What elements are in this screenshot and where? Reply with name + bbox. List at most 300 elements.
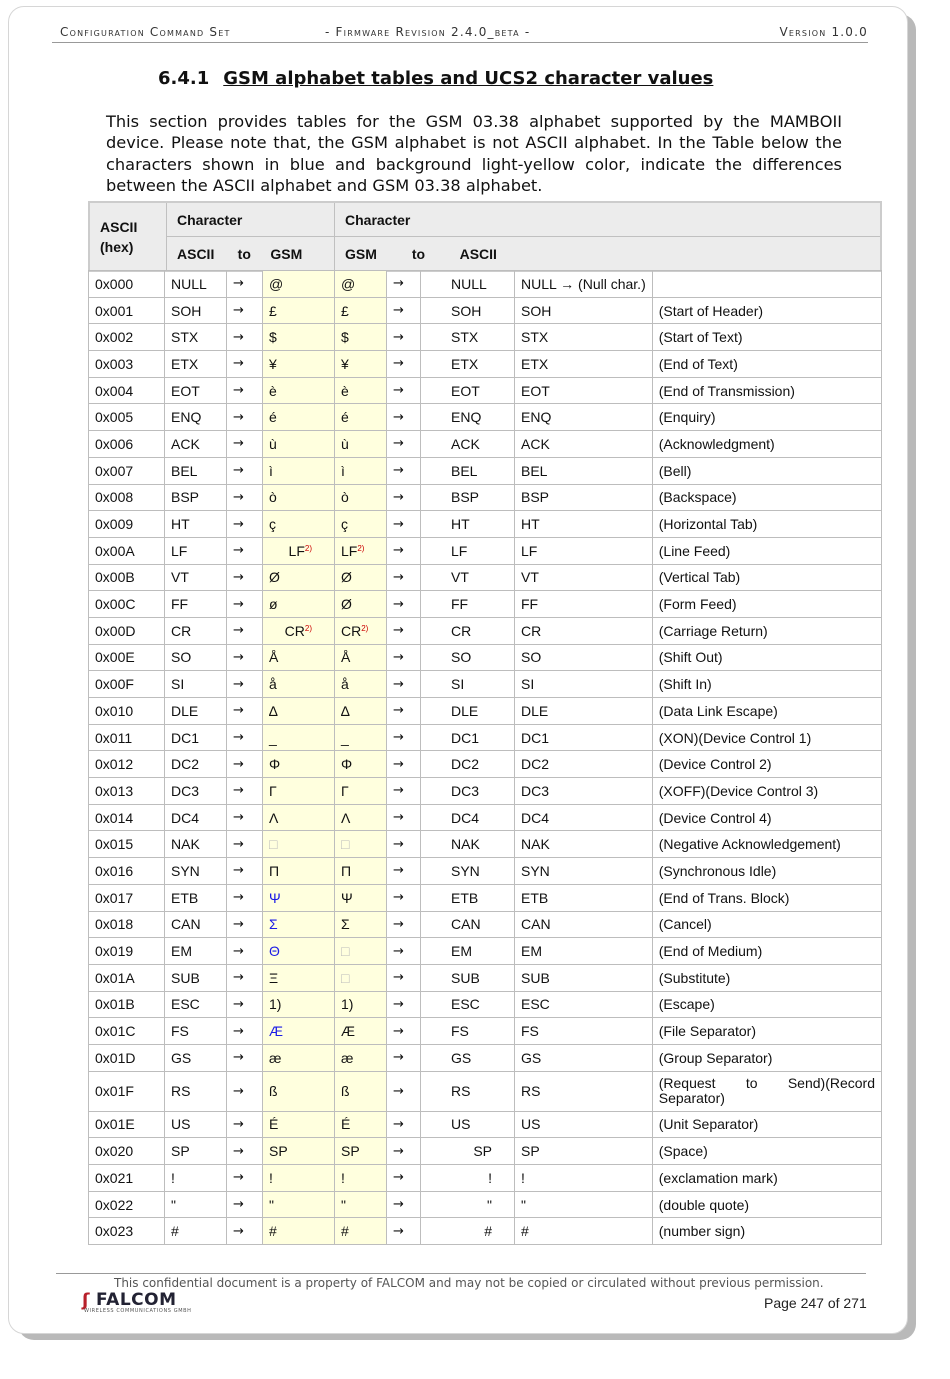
gsm-char (263, 537, 335, 564)
ascii-char: ETB (165, 884, 227, 911)
arrow-icon: → (387, 858, 421, 885)
gsm-char (263, 271, 335, 298)
logo-subtitle: WIRELESS COMMUNICATIONS GMBH (84, 1308, 192, 1314)
gsm-char-source (335, 644, 387, 671)
gsm-char-source (335, 297, 387, 324)
gsm-char-text: ∆ (269, 702, 278, 719)
gsm-char (263, 484, 335, 511)
gsm-char-source (335, 1138, 387, 1165)
ascii-char: SP (165, 1138, 227, 1165)
gsm-source-text: æ (341, 1049, 354, 1066)
ascii-char: SYN (165, 858, 227, 885)
gsm-char (263, 1111, 335, 1138)
ascii-char: DC3 (165, 778, 227, 805)
arrow-icon: → (387, 564, 421, 591)
gsm-source-text: É (341, 1116, 351, 1133)
ascii-name: NAK (515, 831, 653, 858)
gsm-source-text: LF (341, 542, 358, 559)
ascii-char: EOT (165, 377, 227, 404)
gsm-char (263, 511, 335, 538)
arrow-icon: → (387, 351, 421, 378)
gsm-char-text: # (269, 1223, 277, 1240)
gsm-char-source (335, 1044, 387, 1071)
header-middle: - Firmware Revision 2.4.0_beta - (325, 25, 531, 39)
table-row (89, 297, 882, 324)
gsm-char-source (335, 484, 387, 511)
ascii-char-target: NAK (421, 831, 515, 858)
hex-code: 0x01A (89, 964, 165, 991)
ascii-char: US (165, 1111, 227, 1138)
arrow-icon: → (227, 671, 263, 698)
gsm-char-text: Ψ (269, 889, 281, 906)
char-description: (File Separator) (652, 1018, 881, 1045)
char-description: (Escape) (652, 991, 881, 1018)
arrow-icon: → (227, 1044, 263, 1071)
arrow-icon: → (387, 778, 421, 805)
gsm-char-source (335, 938, 387, 965)
arrow-icon: → (227, 591, 263, 618)
gsm-char-source (335, 617, 387, 644)
ascii-char: ACK (165, 431, 227, 458)
gsm-source-text: □ (341, 943, 350, 960)
arrow-icon: → (387, 884, 421, 911)
ascii-char-target: ETB (421, 884, 515, 911)
arrow-icon: → (387, 1218, 421, 1245)
table-header (88, 201, 882, 272)
char-description: (Substitute) (652, 964, 881, 991)
ascii-char-target: DLE (421, 698, 515, 725)
ascii-name: SO (515, 644, 653, 671)
subhead-ascii-to-gsm: ASCII to GSM (167, 237, 335, 272)
gsm-char-text: ò (269, 489, 277, 506)
table-row (89, 431, 882, 458)
ascii-char: CAN (165, 911, 227, 938)
gsm-char-source (335, 671, 387, 698)
arrow-icon: → (387, 644, 421, 671)
ascii-char: BEL (165, 457, 227, 484)
ascii-char-target: ESC (421, 991, 515, 1018)
table-row (89, 484, 882, 511)
gsm-char-source (335, 537, 387, 564)
gsm-source-text: ß (341, 1083, 350, 1100)
hex-code: 0x013 (89, 778, 165, 805)
table-row (89, 644, 882, 671)
hex-code: 0x015 (89, 831, 165, 858)
ascii-name: DC3 (515, 778, 653, 805)
gsm-char-text: É (269, 1116, 279, 1133)
arrow-icon: → (227, 431, 263, 458)
gsm-char (263, 1191, 335, 1218)
ascii-name: SYN (515, 858, 653, 885)
arrow-icon: → (227, 564, 263, 591)
gsm-source-text: Æ (341, 1023, 355, 1040)
table-row (89, 404, 882, 431)
ascii-char-target: LF (421, 537, 515, 564)
arrow-icon: → (387, 457, 421, 484)
gsm-source-text: Φ (341, 756, 353, 773)
gsm-source-text: □ (341, 969, 350, 986)
gsm-char (263, 617, 335, 644)
arrow-icon: → (387, 938, 421, 965)
table-row (89, 778, 882, 805)
arrow-icon: → (227, 297, 263, 324)
char-description: (Shift In) (652, 671, 881, 698)
gsm-char (263, 351, 335, 378)
gsm-char-text: Å (269, 649, 279, 666)
gsm-char (263, 778, 335, 805)
gsm-source-text: è (341, 382, 349, 399)
arrow-icon: → (387, 1018, 421, 1045)
ascii-char-target: BEL (421, 457, 515, 484)
arrow-icon: → (227, 377, 263, 404)
section-number: 6.4.1 (158, 68, 210, 89)
gsm-char-text: ø (269, 596, 278, 613)
gsm-char (263, 1071, 335, 1111)
gsm-char-text: Π (269, 862, 280, 879)
gsm-char-text: _ (269, 729, 277, 746)
gsm-char-source (335, 271, 387, 298)
table-row (89, 804, 882, 831)
char-description: (number sign) (652, 1218, 881, 1245)
ascii-name: BSP (515, 484, 653, 511)
char-description: (Form Feed) (652, 591, 881, 618)
gsm-source-text: Σ (341, 916, 350, 933)
section-title: GSM alphabet tables and UCS2 character values (223, 68, 714, 89)
hex-code: 0x018 (89, 911, 165, 938)
ascii-name: RS (515, 1071, 653, 1111)
ascii-name: SOH (515, 297, 653, 324)
logo-name: FALCOM (96, 1290, 177, 1310)
footnote-marker: 2) (361, 623, 369, 633)
arrow-icon: → (227, 911, 263, 938)
arrow-icon: → (387, 404, 421, 431)
ascii-char-target: ! (421, 1165, 515, 1192)
table-row (89, 271, 882, 298)
ascii-char-target: " (421, 1191, 515, 1218)
gsm-char (263, 1218, 335, 1245)
arrow-icon: → (387, 964, 421, 991)
char-description: (Enquiry) (652, 404, 881, 431)
ascii-char: NULL (165, 271, 227, 298)
arrow-icon: → (227, 617, 263, 644)
gsm-char-source (335, 1165, 387, 1192)
footer-divider (56, 1273, 866, 1274)
char-description: (Space) (652, 1138, 881, 1165)
ascii-name: ETB (515, 884, 653, 911)
gsm-char-source (335, 884, 387, 911)
char-description: (Bell) (652, 457, 881, 484)
char-description: (Unit Separator) (652, 1111, 881, 1138)
char-description: (XOFF)(Device Control 3) (652, 778, 881, 805)
gsm-char (263, 751, 335, 778)
table-row (89, 991, 882, 1018)
arrow-icon: → (227, 858, 263, 885)
ascii-name: NULL → (Null char.) (515, 271, 653, 298)
ascii-char: DC2 (165, 751, 227, 778)
arrow-icon: → (387, 537, 421, 564)
ascii-char: STX (165, 324, 227, 351)
col-ascii-hex (89, 202, 167, 271)
gsm-source-text: ∆ (341, 702, 350, 719)
gsm-char-text: ì (269, 462, 273, 479)
gsm-char-source (335, 324, 387, 351)
gsm-char-text: □ (269, 836, 278, 853)
hex-code: 0x010 (89, 698, 165, 725)
ascii-name: STX (515, 324, 653, 351)
header-left: Configuration Command Set (60, 25, 231, 39)
gsm-char-text: Σ (269, 916, 278, 933)
ascii-name: FF (515, 591, 653, 618)
ascii-char-target: SP (421, 1138, 515, 1165)
hex-code: 0x00B (89, 564, 165, 591)
char-description: (Shift Out) (652, 644, 881, 671)
table-row (89, 457, 882, 484)
gsm-char (263, 858, 335, 885)
ascii-char: ! (165, 1165, 227, 1192)
table-row (89, 564, 882, 591)
falcom-logo (82, 1288, 202, 1314)
gsm-char-text: Θ (269, 943, 280, 960)
arrow-icon: → (227, 778, 263, 805)
ascii-char-target: FF (421, 591, 515, 618)
hex-code: 0x01E (89, 1111, 165, 1138)
ascii-char: SUB (165, 964, 227, 991)
table-row (89, 964, 882, 991)
hex-code: 0x020 (89, 1138, 165, 1165)
ascii-char: SOH (165, 297, 227, 324)
table-row (89, 1044, 882, 1071)
char-description: (Horizontal Tab) (652, 511, 881, 538)
arrow-icon: → (387, 484, 421, 511)
gsm-char-source (335, 1218, 387, 1245)
ascii-name: ETX (515, 351, 653, 378)
gsm-char-text: SP (269, 1143, 288, 1160)
ascii-name: SUB (515, 964, 653, 991)
gsm-char-source (335, 911, 387, 938)
table-row (89, 1138, 882, 1165)
ascii-char-target: HT (421, 511, 515, 538)
gsm-char-text: 1) (269, 996, 282, 1013)
ascii-char: SO (165, 644, 227, 671)
table-row (89, 698, 882, 725)
arrow-icon: → (387, 724, 421, 751)
arrow-icon: → (227, 1111, 263, 1138)
gsm-char-text: å (269, 676, 277, 693)
hex-code: 0x016 (89, 858, 165, 885)
arrow-icon: → (227, 457, 263, 484)
arrow-icon: → (227, 884, 263, 911)
ascii-name: DC1 (515, 724, 653, 751)
gsm-source-text: Λ (341, 809, 351, 826)
arrow-icon: → (387, 1111, 421, 1138)
arrow-icon: → (227, 644, 263, 671)
arrow-icon: → (387, 1165, 421, 1192)
hex-code: 0x01C (89, 1018, 165, 1045)
gsm-char (263, 831, 335, 858)
arrow-icon: → (227, 1018, 263, 1045)
subhead-gsm-to-ascii: GSM to ASCII (335, 237, 882, 272)
arrow-icon: → (387, 698, 421, 725)
gsm-char (263, 431, 335, 458)
ascii-name: BEL (515, 457, 653, 484)
table-row (89, 751, 882, 778)
ascii-name: " (515, 1191, 653, 1218)
gsm-char (263, 644, 335, 671)
gsm-char-text: Æ (269, 1023, 283, 1040)
gsm-char-source (335, 457, 387, 484)
ascii-char-target: EM (421, 938, 515, 965)
ascii-char-target: FS (421, 1018, 515, 1045)
char-description: (exclamation mark) (652, 1165, 881, 1192)
char-description: (double quote) (652, 1191, 881, 1218)
table-row (89, 831, 882, 858)
gsm-char-source (335, 991, 387, 1018)
section-heading (158, 68, 713, 89)
ascii-name: DC4 (515, 804, 653, 831)
gsm-char-source (335, 404, 387, 431)
gsm-source-text: Ø (341, 596, 352, 613)
arrow-icon: → (387, 297, 421, 324)
gsm-source-text: ç (341, 516, 348, 533)
ascii-char: BSP (165, 484, 227, 511)
ascii-char-target: DC1 (421, 724, 515, 751)
hex-code: 0x006 (89, 431, 165, 458)
arrow-icon: → (387, 1071, 421, 1111)
gsm-char-source (335, 1018, 387, 1045)
ascii-char-target: EOT (421, 377, 515, 404)
hex-code: 0x01B (89, 991, 165, 1018)
char-description: (Start of Header) (652, 297, 881, 324)
gsm-char-text: æ (269, 1049, 282, 1066)
arrow-icon: → (227, 804, 263, 831)
char-description: (End of Medium) (652, 938, 881, 965)
ascii-name: HT (515, 511, 653, 538)
gsm-char-source (335, 591, 387, 618)
ascii-name: SI (515, 671, 653, 698)
hex-code: 0x021 (89, 1165, 165, 1192)
table-row (89, 1165, 882, 1192)
char-description: (Synchronous Idle) (652, 858, 881, 885)
char-description: (Carriage Return) (652, 617, 881, 644)
hex-code: 0x008 (89, 484, 165, 511)
gsm-char (263, 564, 335, 591)
hex-code: 0x004 (89, 377, 165, 404)
gsm-char (263, 698, 335, 725)
hex-code: 0x000 (89, 271, 165, 298)
char-description: (Device Control 2) (652, 751, 881, 778)
hex-code: 0x00A (89, 537, 165, 564)
gsm-char-source (335, 858, 387, 885)
ascii-char: DLE (165, 698, 227, 725)
hex-code: 0x019 (89, 938, 165, 965)
ascii-char-target: DC3 (421, 778, 515, 805)
gsm-char-source (335, 431, 387, 458)
gsm-char (263, 404, 335, 431)
gsm-char (263, 671, 335, 698)
table-row (89, 724, 882, 751)
arrow-icon: → (227, 831, 263, 858)
char-description: (Device Control 4) (652, 804, 881, 831)
gsm-source-text: " (341, 1196, 346, 1213)
gsm-char-text: CR (284, 622, 305, 639)
gsm-source-text: ò (341, 489, 349, 506)
arrow-icon: → (387, 271, 421, 298)
arrow-icon: → (227, 938, 263, 965)
arrow-icon: → (387, 671, 421, 698)
hex-code: 0x005 (89, 404, 165, 431)
char-description: (Cancel) (652, 911, 881, 938)
arrow-icon: → (227, 351, 263, 378)
gsm-source-text: é (341, 409, 349, 426)
table-row (89, 1191, 882, 1218)
char-description: (Negative Acknowledgement) (652, 831, 881, 858)
hex-code: 0x01F (89, 1071, 165, 1111)
ascii-char: FS (165, 1018, 227, 1045)
gsm-source-text: # (341, 1223, 349, 1240)
gsm-source-text: ù (341, 435, 349, 452)
gsm-source-text: Π (341, 862, 352, 879)
gsm-char-text: £ (269, 302, 277, 319)
ascii-char-target: ENQ (421, 404, 515, 431)
gsm-char-text: Λ (269, 809, 279, 826)
gsm-char (263, 457, 335, 484)
footnote-marker: 2) (304, 623, 312, 633)
table-row (89, 1071, 882, 1111)
char-description: (End of Trans. Block) (652, 884, 881, 911)
arrow-icon: → (387, 431, 421, 458)
gsm-char (263, 297, 335, 324)
ascii-char-target: ACK (421, 431, 515, 458)
char-description: (XON)(Device Control 1) (652, 724, 881, 751)
ascii-char-target: SUB (421, 964, 515, 991)
header-right: Version 1.0.0 (779, 25, 868, 39)
gsm-source-text: ! (341, 1169, 345, 1186)
table-row (89, 1018, 882, 1045)
ascii-name: DC2 (515, 751, 653, 778)
ascii-char-target: DC2 (421, 751, 515, 778)
ascii-char: RS (165, 1071, 227, 1111)
col-ascii-label: ASCII (100, 218, 138, 235)
char-description: (Data Link Escape) (652, 698, 881, 725)
gsm-char-text: Φ (269, 756, 281, 773)
gsm-char-text: ¥ (269, 355, 277, 372)
ascii-name: VT (515, 564, 653, 591)
gsm-char (263, 938, 335, 965)
ascii-char: EM (165, 938, 227, 965)
ascii-char-target: SYN (421, 858, 515, 885)
arrow-icon: → (227, 484, 263, 511)
arrow-icon: → (227, 537, 263, 564)
arrow-icon: → (387, 1138, 421, 1165)
gsm-char-source (335, 351, 387, 378)
table-row (89, 858, 882, 885)
hex-code: 0x011 (89, 724, 165, 751)
hex-code: 0x00F (89, 671, 165, 698)
hex-code: 0x01D (89, 1044, 165, 1071)
ascii-char-target: STX (421, 324, 515, 351)
arrow-icon: → (227, 1165, 263, 1192)
gsm-source-text: Ø (341, 569, 352, 586)
ascii-char: GS (165, 1044, 227, 1071)
gsm-char-text: Γ (269, 782, 277, 799)
table-row (89, 537, 882, 564)
running-header (52, 24, 868, 43)
gsm-source-text: $ (341, 329, 349, 346)
gsm-source-text: Å (341, 649, 351, 666)
ascii-name: SP (515, 1138, 653, 1165)
arrow-icon: → (387, 1044, 421, 1071)
gsm-char-source (335, 751, 387, 778)
